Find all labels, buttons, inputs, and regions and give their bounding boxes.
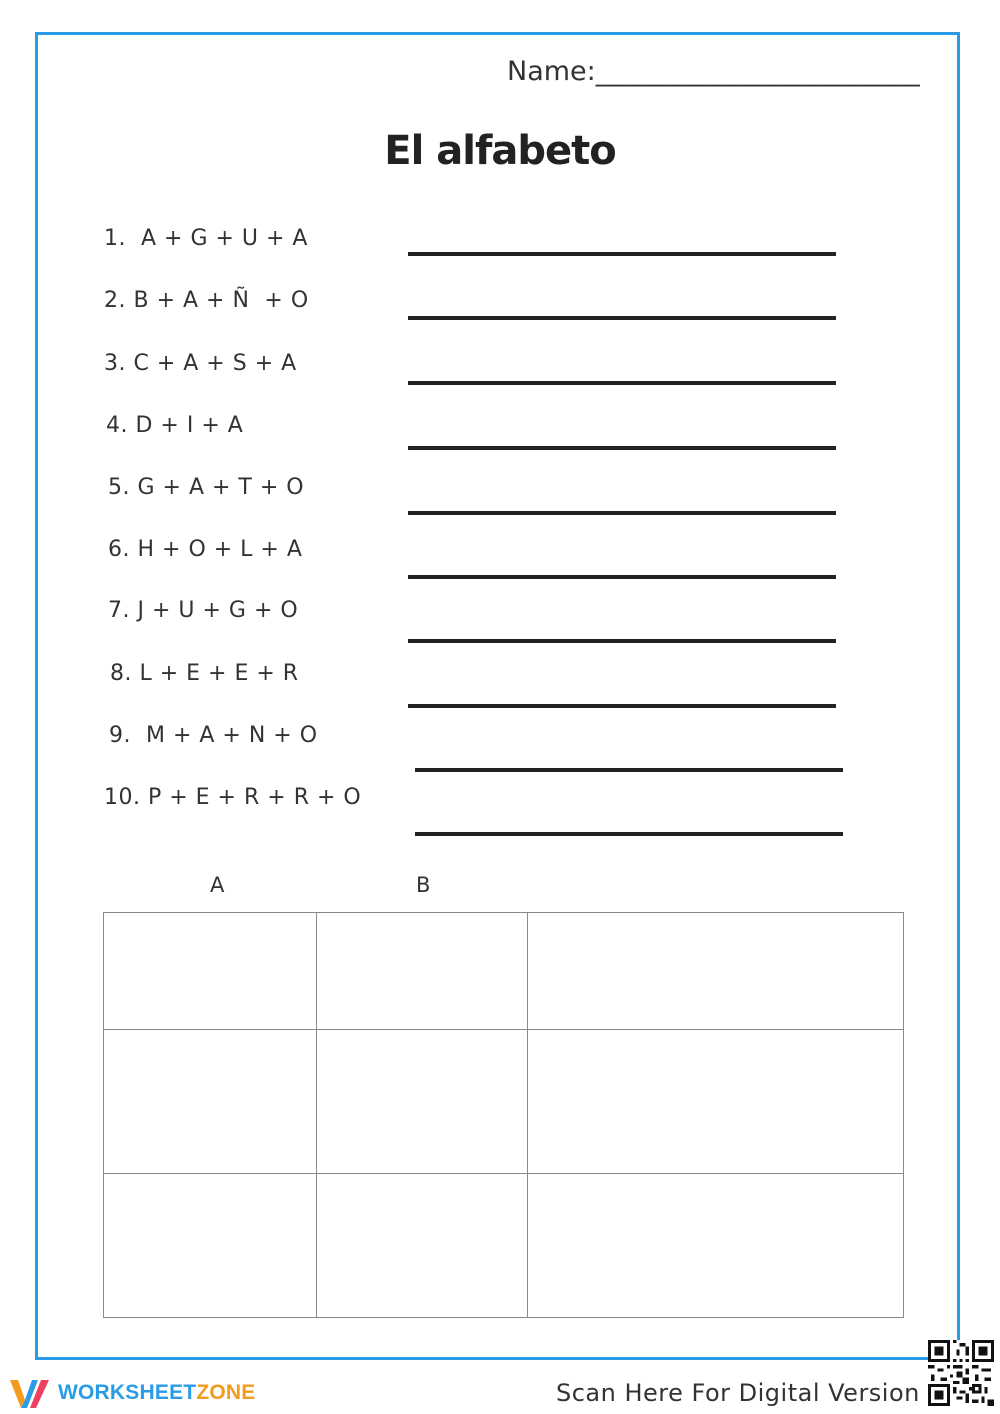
qr-code-icon[interactable] [928,1340,994,1406]
grid-cell[interactable] [528,913,904,1030]
table-row [104,1030,904,1174]
exercise-item-1: 1. A + G + U + A [104,226,308,251]
exercise-item-4: 4. D + I + A [106,413,244,438]
grid-cell[interactable] [316,913,528,1030]
answer-line-2[interactable] [408,316,836,320]
answer-line-8[interactable] [408,704,836,708]
exercise-item-10: 10. P + E + R + R + O [104,785,362,810]
answer-line-1[interactable] [408,252,836,256]
exercise-item-5: 5. G + A + T + O [108,475,305,500]
column-header-b: B [416,873,431,897]
answer-line-3[interactable] [408,381,836,385]
grid-cell[interactable] [104,1174,317,1318]
grid-cell[interactable] [104,1030,317,1174]
answer-line-5[interactable] [408,511,836,515]
table-row [104,913,904,1030]
answer-line-10[interactable] [415,832,843,836]
exercise-item-9: 9. M + A + N + O [109,723,318,748]
answer-line-9[interactable] [415,768,843,772]
page-title: El alfabeto [384,128,616,174]
brand-name-part2: ZONE [196,1381,256,1404]
answer-grid [103,912,904,1318]
name-field[interactable]: Name:________________________ [507,56,920,87]
grid-cell[interactable] [528,1174,904,1318]
exercise-item-6: 6. H + O + L + A [108,537,303,562]
brand-name-part1: WORKSHEET [58,1381,197,1404]
exercise-item-8: 8. L + E + E + R [110,661,299,686]
column-header-a: A [210,873,225,897]
answer-line-6[interactable] [408,575,836,579]
scan-caption: Scan Here For Digital Version [556,1379,920,1407]
exercise-item-2: 2. B + A + Ñ + O [104,288,309,313]
grid-cell[interactable] [528,1030,904,1174]
answer-line-7[interactable] [408,639,836,643]
grid-cell[interactable] [104,913,317,1030]
grid-cell[interactable] [316,1174,528,1318]
table-row [104,1174,904,1318]
exercise-item-3: 3. C + A + S + A [104,351,297,376]
exercise-item-7: 7. J + U + G + O [108,598,299,623]
grid-cell[interactable] [316,1030,528,1174]
brand-logo[interactable] [8,1374,255,1412]
worksheetzone-logo-icon [8,1376,50,1410]
answer-line-4[interactable] [408,446,836,450]
